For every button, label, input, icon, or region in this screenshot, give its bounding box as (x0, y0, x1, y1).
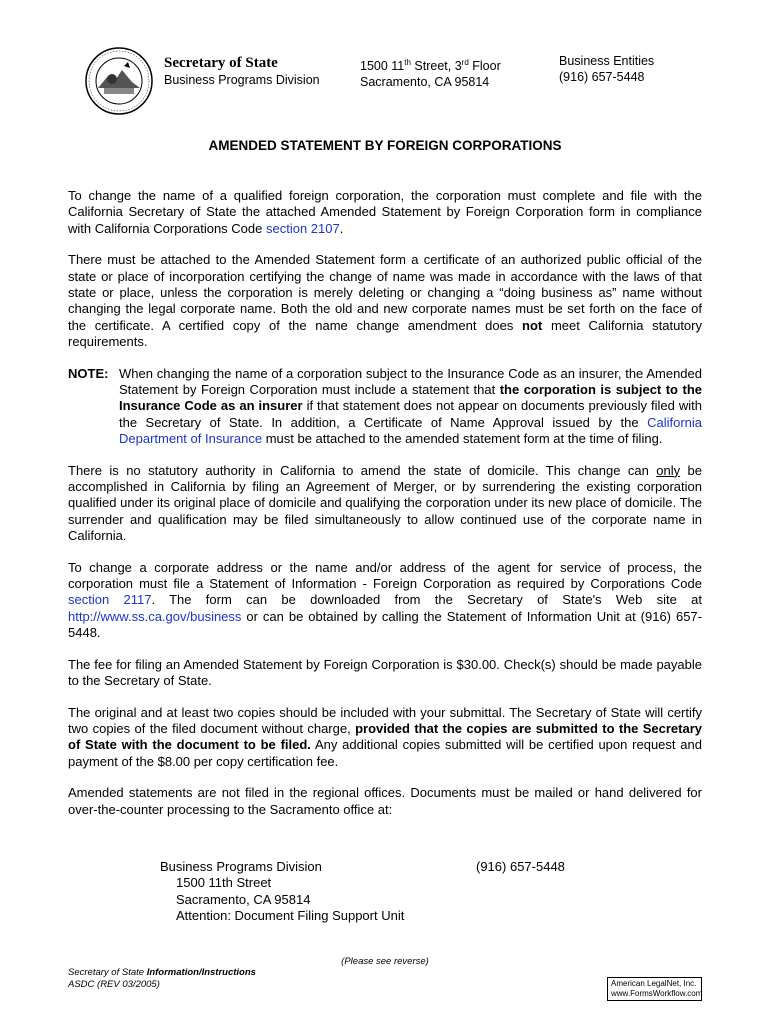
footer-form-number: ASDC (REV 03/2005) (68, 979, 160, 990)
paragraph-fee: The fee for filing an Amended Statement by Foreign Corporation is $30.00. Check(s) should be made payable to the Secretary of State. (68, 656, 702, 688)
page-title: AMENDED STATEMENT BY FOREIGN CORPORATIONS (208, 138, 562, 153)
header-contact-phone: (916) 657-5448 (559, 70, 645, 84)
note-label: NOTE: (68, 365, 109, 381)
paragraph-regional-offices: Amended statements are not filed in the regional offices. Documents must be mailed or hand delivered for over-the-counter processing to the Sacramento office at: (68, 785, 702, 817)
section-2107-link[interactable]: section 2107 (265, 220, 340, 236)
paragraph-domicile: There is no statutory authority in California to amend the state of domicile. This change can only be accomplished in California by filing an Agreement of Merger, or by surrendering the existing corporation qualified under its original place of domicile and qualifying the corporation under its new place of domicile. The surrender and qualification may be filed simultaneously to allow continued use of the corporate name in California. (68, 462, 702, 543)
header-contact (559, 53, 654, 85)
mailing-address-city: Sacramento, CA 95814 (176, 891, 311, 907)
mailing-phone: (916) 657-5448 (476, 859, 565, 874)
header-address-line2: Sacramento, CA 95814 (360, 75, 490, 90)
header-contact-unit: Business Entities (559, 54, 655, 68)
paragraph-address-change: To change a corporate address or the name and/or address of the agent for service of process, the corporation must file a Statement of Information - Foreign Corporation as required by Corporations Code section 2117. The form can be downloaded from the Secretary of State's Web site at http://www.ss.ca.gov/business or can be obtained by calling the Statement of Information Unit at (916) 657-5448. (68, 559, 702, 640)
note-text: When changing the name of a corporation subject to the Insurance Code as an insurer, the Amended Statement by Foreign Corporation must include a statement that the corporation is subject to the Insurance Code as an insurer if that statement does not appear on documents previously filed with the Secretary of State. In addition, a Certificate of Name Approval issued by the California Department of Insurance must be attached to the amended statement form at the time of filing. (119, 365, 702, 446)
mailing-address-division: Business Programs Division (160, 859, 322, 874)
instructions-body (68, 188, 702, 834)
paragraph-copies: The original and at least two copies should be included with your submittal. The Secretary of State will certify two copies of the filed document without charge, provided that the copies are submitted to the Secretary of State with the document to be filed. Any additional copies submitted will be certified upon request and payment of the $8.00 per copy certification fee. (68, 704, 702, 769)
header-organization: Secretary of State (164, 55, 278, 71)
business-website-link[interactable]: http://www.ss.ca.gov/business (68, 608, 242, 624)
header-address (360, 55, 501, 90)
header-division: Business Programs Division (164, 73, 320, 87)
california-state-seal-icon (84, 46, 154, 116)
paragraph-certificate: There must be attached to the Amended Statement form a certificate of an authorized public official of the state or place of incorporation certifying the change of name was made in accordance with the laws of that state or place, unless the corporation is merely deleting or changing a “doing business as” name without changing the legal corporate name. Both the old and new corporate names must be set forth on the face of the certificate. A certified copy of the name change amendment does not meet California statutory requirements. (68, 252, 702, 349)
mailing-address-street: 1500 11th Street (176, 875, 272, 891)
department-of-insurance-link[interactable]: California Department of Insurance (119, 414, 702, 446)
note-insurance (68, 366, 702, 447)
vendor-name: American LegalNet, Inc. (611, 979, 697, 988)
form-footer (68, 967, 256, 991)
paragraph-name-change: To change the name of a qualified foreign corporation, the corporation must complete and file with the California Secretary of State the attached Amended Statement by Foreign Corporation form in compliance with California Corporations Code section 2107. (68, 188, 702, 236)
vendor-url: www.FormsWorkflow.com (611, 989, 703, 998)
mailing-address-attention: Attention: Document Filing Support Unit (176, 907, 405, 923)
header-address-line1: 1500 11th Street, 3rd Floor (360, 58, 501, 74)
footer-line1: Secretary of State Information/Instructions (68, 967, 256, 978)
see-reverse-note: (Please see reverse) (341, 956, 429, 967)
mailing-address (160, 859, 404, 924)
section-2117-link[interactable]: section 2117 (68, 592, 152, 608)
vendor-box (607, 977, 702, 1001)
